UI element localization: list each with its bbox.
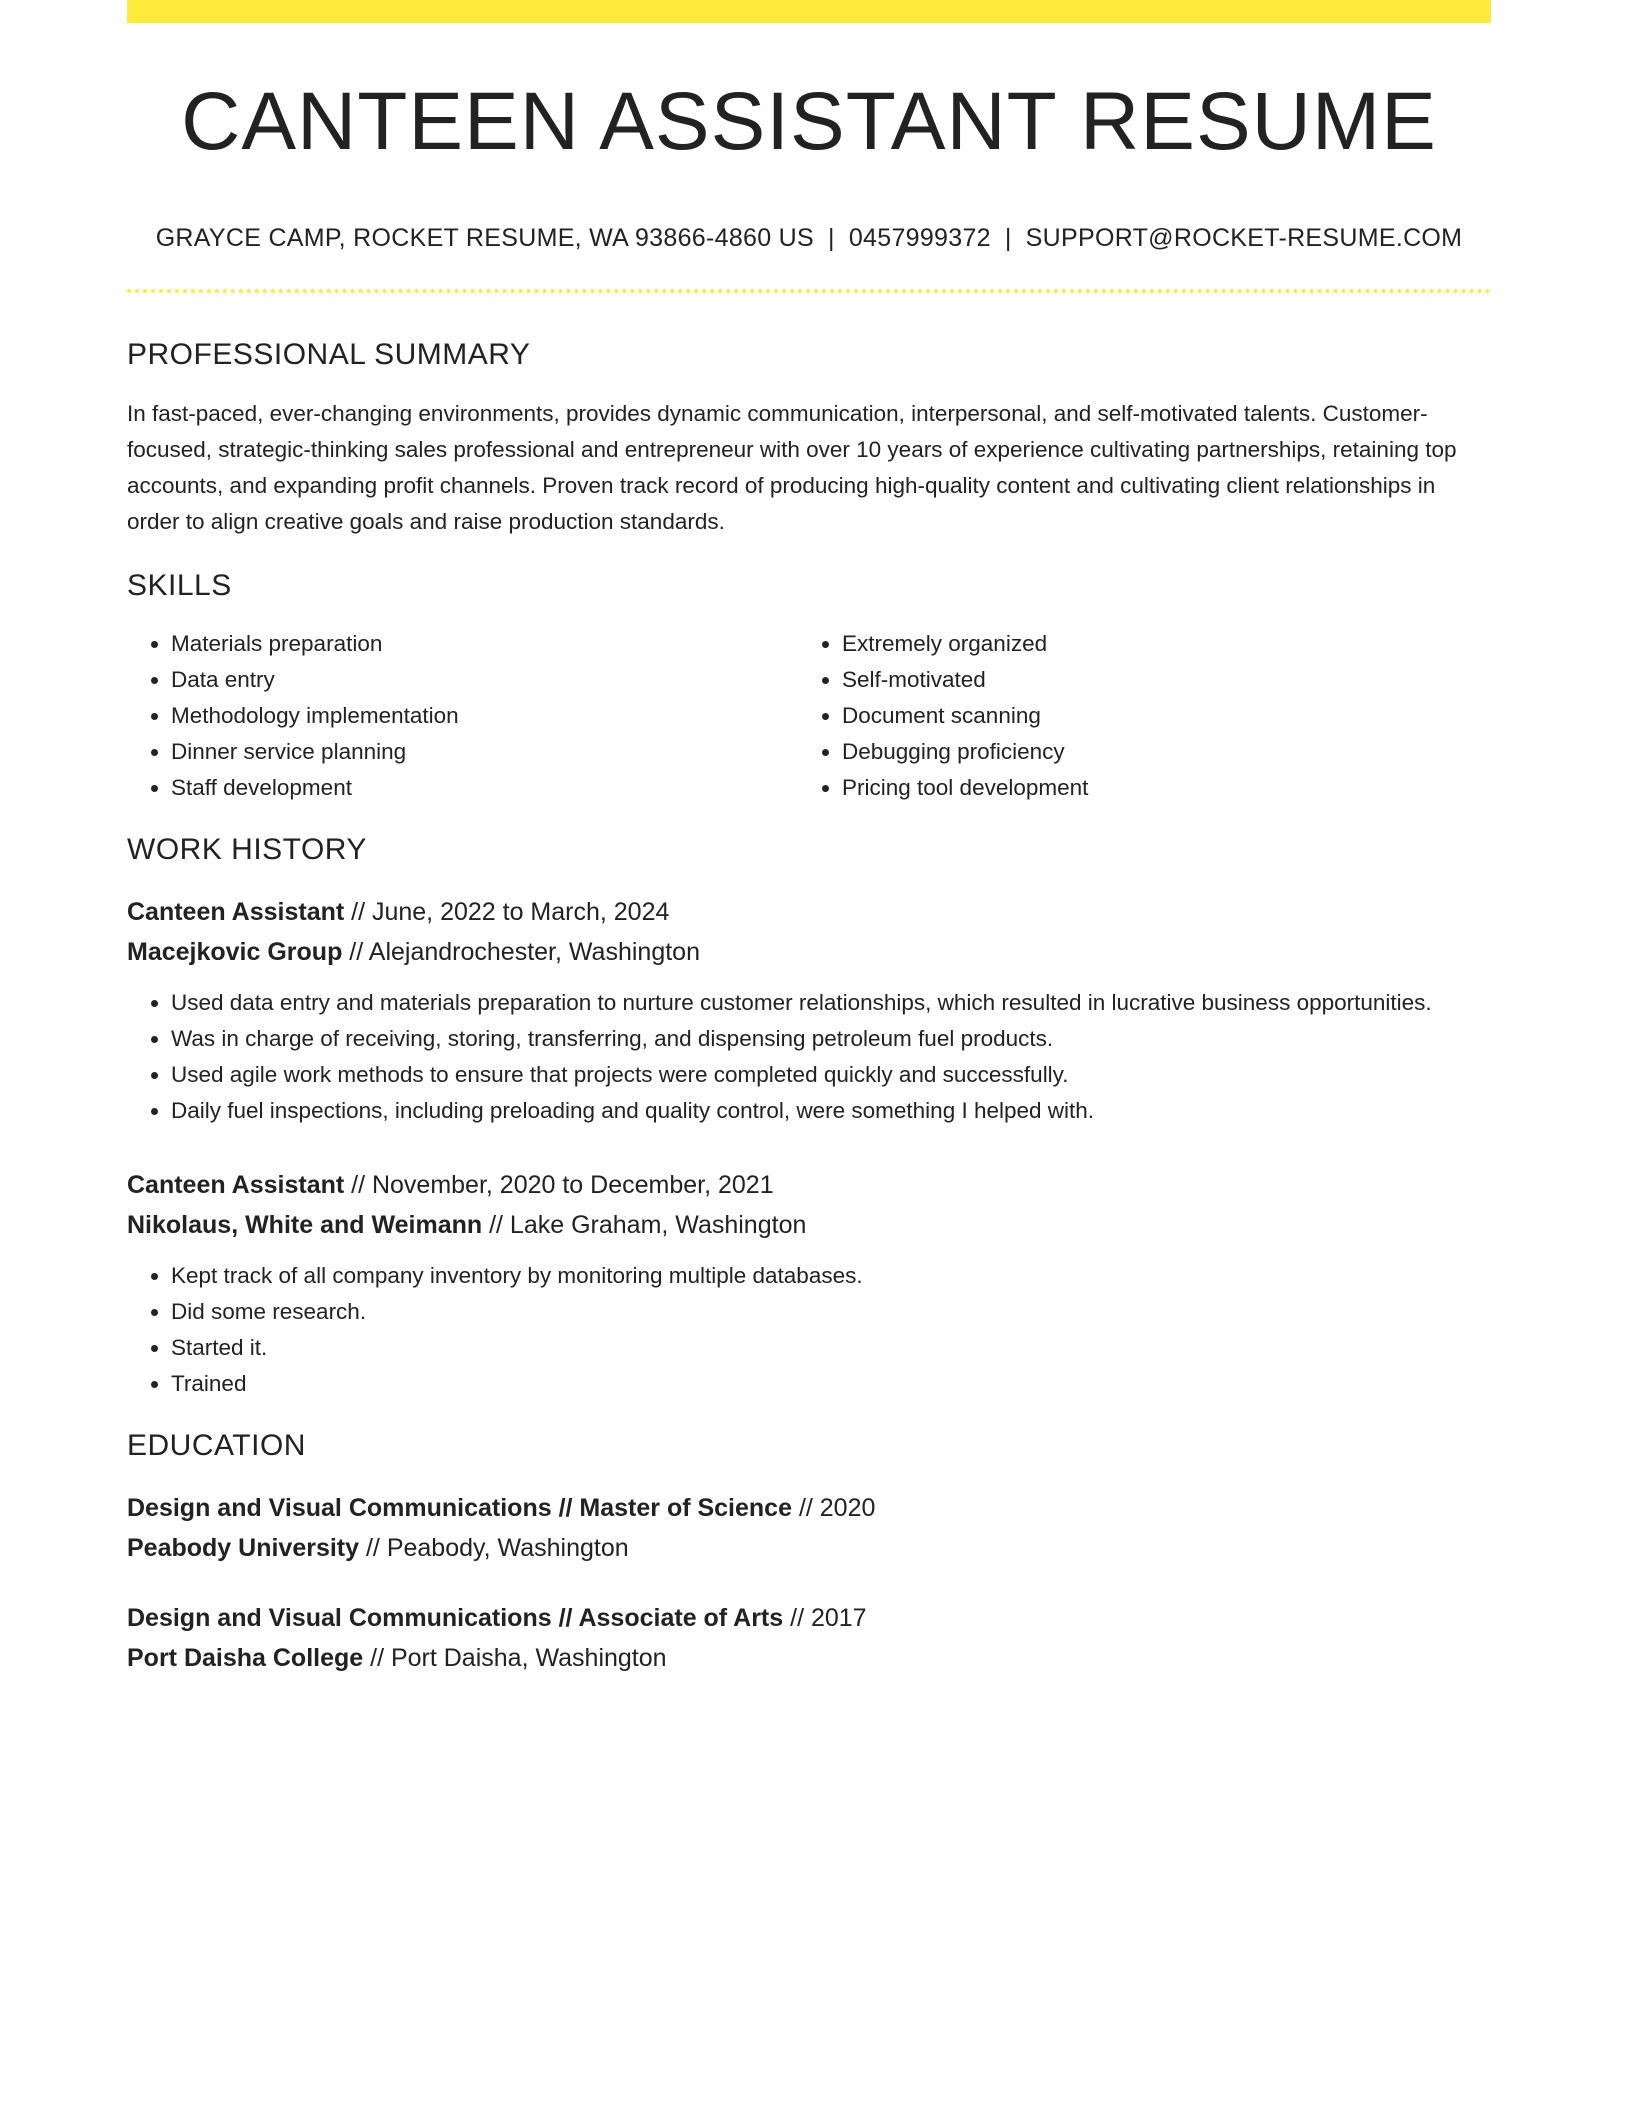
education-location: // Port Daisha, Washington xyxy=(363,1644,667,1673)
contact-email: SUPPORT@ROCKET-RESUME.COM xyxy=(1025,224,1463,253)
job-bullet: • Did some research. xyxy=(171,1294,1491,1330)
top-accent-bar xyxy=(127,0,1491,23)
education-school: Peabody University xyxy=(127,1534,360,1563)
job-company-line xyxy=(127,932,1491,972)
skill-item: • Pricing tool development xyxy=(842,770,1469,806)
job-bullet: • Was in charge of receiving, storing, transferring, and dispensing petroleum fuel products. xyxy=(171,1021,1491,1057)
contact-line xyxy=(127,223,1491,253)
work-history-heading: WORK HISTORY xyxy=(127,833,367,867)
resume-page xyxy=(127,0,1491,1678)
job-bullet: • Used data entry and materials preparation to nurture customer relationships, which resulted in lucrative business opportunities. xyxy=(171,985,1491,1021)
education-school-line xyxy=(127,1638,1491,1678)
education-year: // 2020 xyxy=(792,1494,876,1523)
job-title: Canteen Assistant xyxy=(127,1171,345,1200)
job-bullet: • Trained xyxy=(171,1366,1491,1402)
job-bullets xyxy=(127,985,1491,1129)
education-entry xyxy=(127,1488,1491,1568)
header-divider xyxy=(127,289,1491,293)
skill-item: • Materials preparation xyxy=(171,626,798,662)
skill-item: • Document scanning xyxy=(842,698,1469,734)
job-entry xyxy=(127,892,1491,1129)
job-company: Macejkovic Group xyxy=(127,938,343,967)
summary-text: In fast-paced, ever-changing environments, provides dynamic communication, interpersonal, and self-motivated talents. Customer-focused, strategic-thinking sales professional and entrepreneur with over 10 years of experience cultivating partnerships, retaining top accounts, and expanding profit channels. Proven track record of producing high-quality content and cultivating client relationships in order to align creative goals and raise production standards. xyxy=(127,401,1457,535)
job-title-line xyxy=(127,892,1491,932)
job-location: // Alejandrochester, Washington xyxy=(342,938,700,967)
job-company-line xyxy=(127,1205,1491,1245)
education-degree-line xyxy=(127,1488,1491,1528)
skill-item: • Extremely organized xyxy=(842,626,1469,662)
skills-heading: SKILLS xyxy=(127,569,232,603)
education-degree-line xyxy=(127,1598,1491,1638)
job-location: // Lake Graham, Washington xyxy=(482,1211,807,1240)
job-entry xyxy=(127,1165,1491,1402)
job-bullet: • Started it. xyxy=(171,1330,1491,1366)
skills-list xyxy=(127,626,1491,806)
contact-separator: | xyxy=(1004,224,1012,253)
skill-item: • Debugging proficiency xyxy=(842,734,1469,770)
contact-separator: | xyxy=(828,224,835,253)
resume-title: CANTEEN ASSISTANT RESUME xyxy=(181,76,1437,167)
job-dates: // November, 2020 to December, 2021 xyxy=(344,1171,774,1200)
skills-column-left xyxy=(127,626,798,806)
job-bullet: • Daily fuel inspections, including preloading and quality control, were something I helped with. xyxy=(171,1093,1491,1129)
education-entry xyxy=(127,1598,1491,1678)
skills-column-right xyxy=(798,626,1469,806)
job-title-line xyxy=(127,1165,1491,1205)
skill-item: • Self-motivated xyxy=(842,662,1469,698)
job-title: Canteen Assistant xyxy=(127,898,345,927)
contact-address: GRAYCE CAMP, ROCKET RESUME, WA 93866-4860 US xyxy=(155,224,815,253)
education-heading: EDUCATION xyxy=(127,1429,306,1463)
job-bullet: • Used agile work methods to ensure that projects were completed quickly and successfully. xyxy=(171,1057,1491,1093)
education-school-line xyxy=(127,1528,1491,1568)
job-dates: // June, 2022 to March, 2024 xyxy=(344,898,670,927)
education-degree: Design and Visual Communications // Master of Science xyxy=(127,1494,792,1523)
summary-heading: PROFESSIONAL SUMMARY xyxy=(127,338,531,372)
education-degree: Design and Visual Communications // Associate of Arts xyxy=(127,1604,784,1633)
education-year: // 2017 xyxy=(783,1604,867,1633)
contact-phone: 0457999372 xyxy=(848,224,991,253)
job-bullet: • Kept track of all company inventory by monitoring multiple databases. xyxy=(171,1258,1491,1294)
skill-item: • Data entry xyxy=(171,662,798,698)
job-bullets xyxy=(127,1258,1491,1402)
skill-item: • Methodology implementation xyxy=(171,698,798,734)
skill-item: • Staff development xyxy=(171,770,798,806)
skill-item: • Dinner service planning xyxy=(171,734,798,770)
job-company: Nikolaus, White and Weimann xyxy=(127,1211,483,1240)
education-school: Port Daisha College xyxy=(127,1644,364,1673)
education-location: // Peabody, Washington xyxy=(359,1534,629,1563)
